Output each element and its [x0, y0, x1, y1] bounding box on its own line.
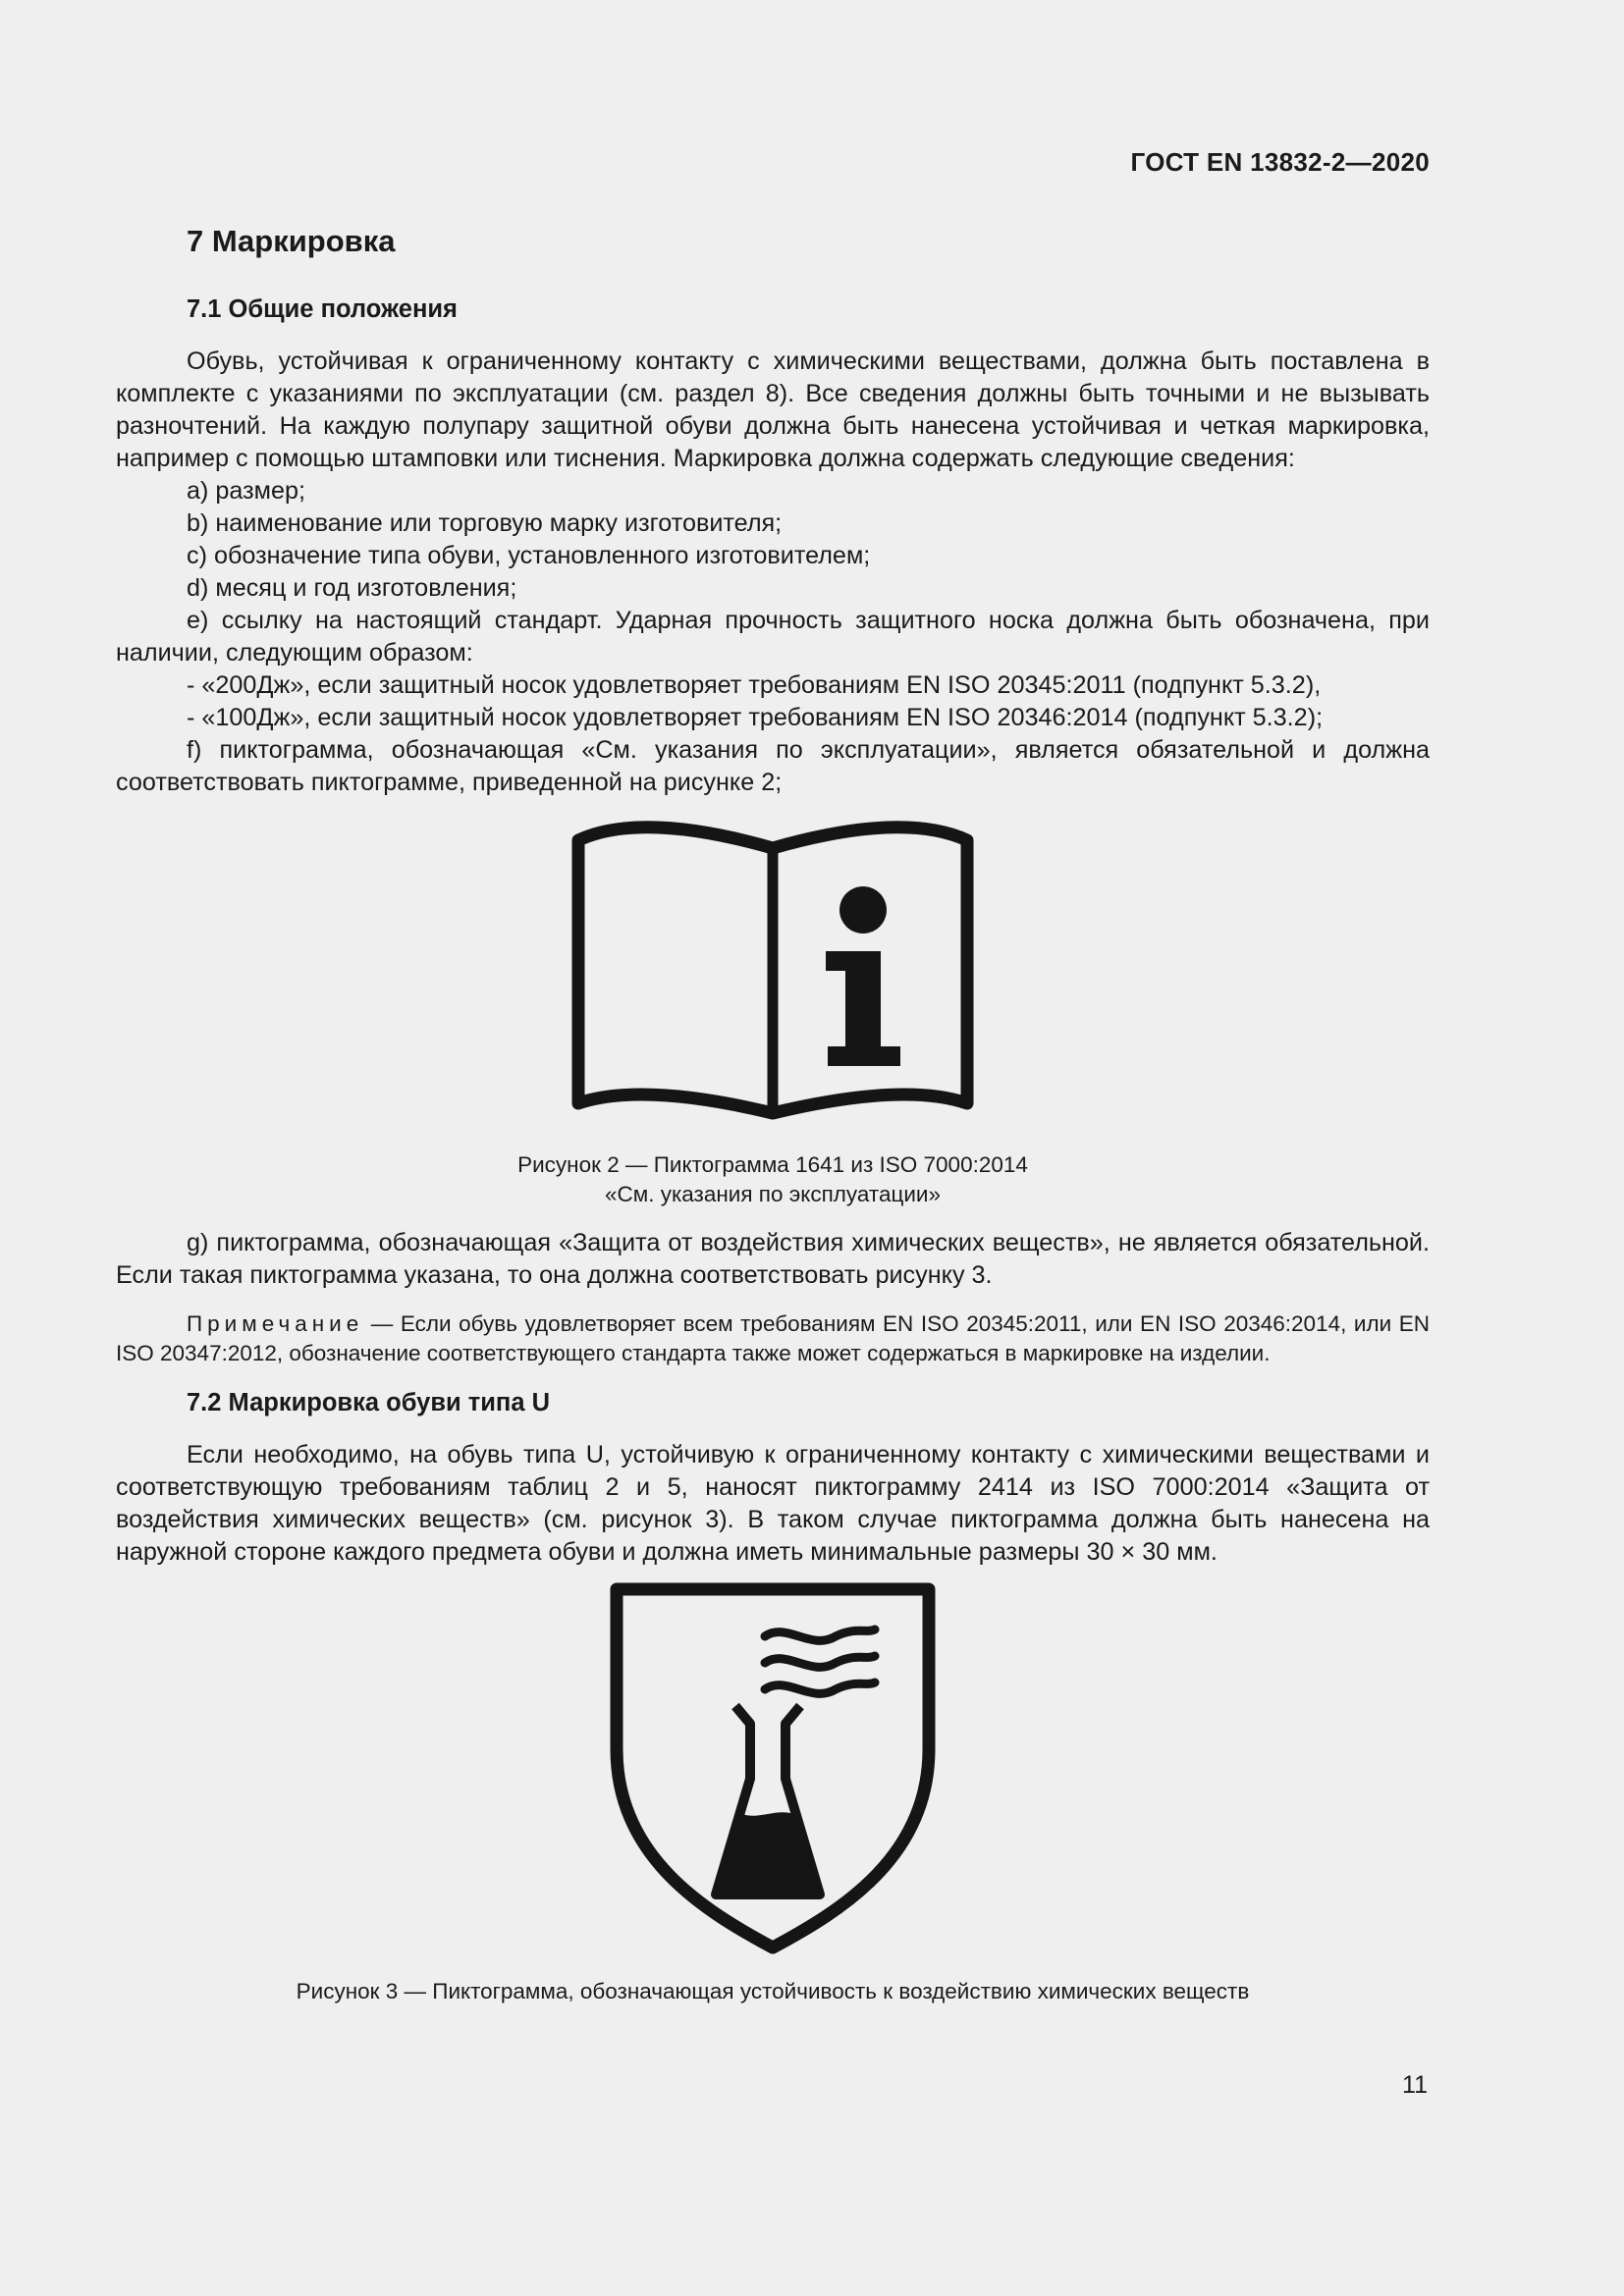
dash-item-200j: - «200Дж», если защитный носок удовлетворяет требованиям EN ISO 20345:2011 (подпункт 5.3.2),	[187, 671, 1322, 699]
document-id: ГОСТ EN 13832-2—2020	[1130, 147, 1430, 177]
dash-item-100j: - «100Дж», если защитный носок удовлетворяет требованиям EN ISO 20346:2014 (подпункт 5.3.2);	[187, 704, 1324, 731]
figure-2-caption-line-1: Рисунок 2 — Пиктограмма 1641 из ISO 7000:2014	[517, 1152, 1028, 1177]
page-content	[116, 222, 1430, 2006]
section-7-1-title: 7.1 Общие положения	[187, 295, 458, 323]
list-item-f: f) пиктограмма, обозначающая «См. указания по эксплуатации», является обязательной и должна соответствовать пиктограмме, приведенной на рисунке 2;	[116, 736, 1430, 796]
section-7-2-title: 7.2 Маркировка обуви типа U	[187, 1389, 550, 1416]
figure-3-caption: Рисунок 3 — Пиктограмма, обозначающая устойчивость к воздействию химических веществ	[296, 1979, 1250, 2003]
note	[116, 1309, 1430, 1368]
figure-2-caption	[116, 1150, 1430, 1209]
section-7-2-text: Если необходимо, на обувь типа U, устойчивую к ограниченному контакту с химическими веществами и соответствующую требованиям таблиц 2 и 5, наносят пиктограмму 2414 из ISO 7000:2014 «Защита от воздействия химических веществ» (см. рисунок 3). В таком случае пиктограмма должна быть нанесена на наружной стороне каждого предмета обуви и должна иметь минимальные размеры 30 × 30 мм.	[116, 1441, 1430, 1566]
list-item-c: c) обозначение типа обуви, установленного изготовителем;	[187, 542, 871, 569]
list-item-g: g) пиктограмма, обозначающая «Защита от воздействия химических веществ», не является обязательной. Если такая пиктограмма указана, то она должна соответствовать рисунку 3.	[116, 1229, 1430, 1289]
list-item-e: e) ссылку на настоящий стандарт. Ударная прочность защитного носка должна быть обозначена, при наличии, следующим образом:	[116, 607, 1430, 667]
list-item-b: b) наименование или торговую марку изготовителя;	[187, 509, 783, 537]
list-item-a: a) размер;	[187, 477, 306, 505]
note-label: Примечание	[187, 1311, 364, 1336]
figure-3	[116, 1582, 1430, 2006]
page-number: 11	[1402, 2071, 1428, 2099]
list-item-d: d) месяц и год изготовления;	[187, 574, 517, 602]
note-text: — Если обувь удовлетворяет всем требованиям EN ISO 20345:2011, или EN ISO 20346:2014, или EN ISO 20347:2012, обозначение соответствующего стандарта также может содержаться в маркировке на изделии.	[116, 1311, 1430, 1365]
chemical-protection-shield-icon	[610, 1582, 936, 1955]
section-7-1-intro: Обувь, устойчивая к ограниченному контакту с химическими веществами, должна быть поставлена в комплекте с указаниями по эксплуатации (см. раздел 8). Все сведения должны быть точными и не вызывать разночтений. На каждую полупару защитной обуви должна быть нанесена устойчивая и четкая маркировка, например с помощью штамповки или тиснения. Маркировка должна содержать следующие сведения:	[116, 347, 1430, 472]
manual-info-pictogram-icon	[568, 819, 977, 1125]
section-7-title: 7 Маркировка	[187, 224, 396, 258]
figure-2	[116, 819, 1430, 1209]
figure-2-caption-line-2: «См. указания по эксплуатации»	[604, 1182, 942, 1206]
